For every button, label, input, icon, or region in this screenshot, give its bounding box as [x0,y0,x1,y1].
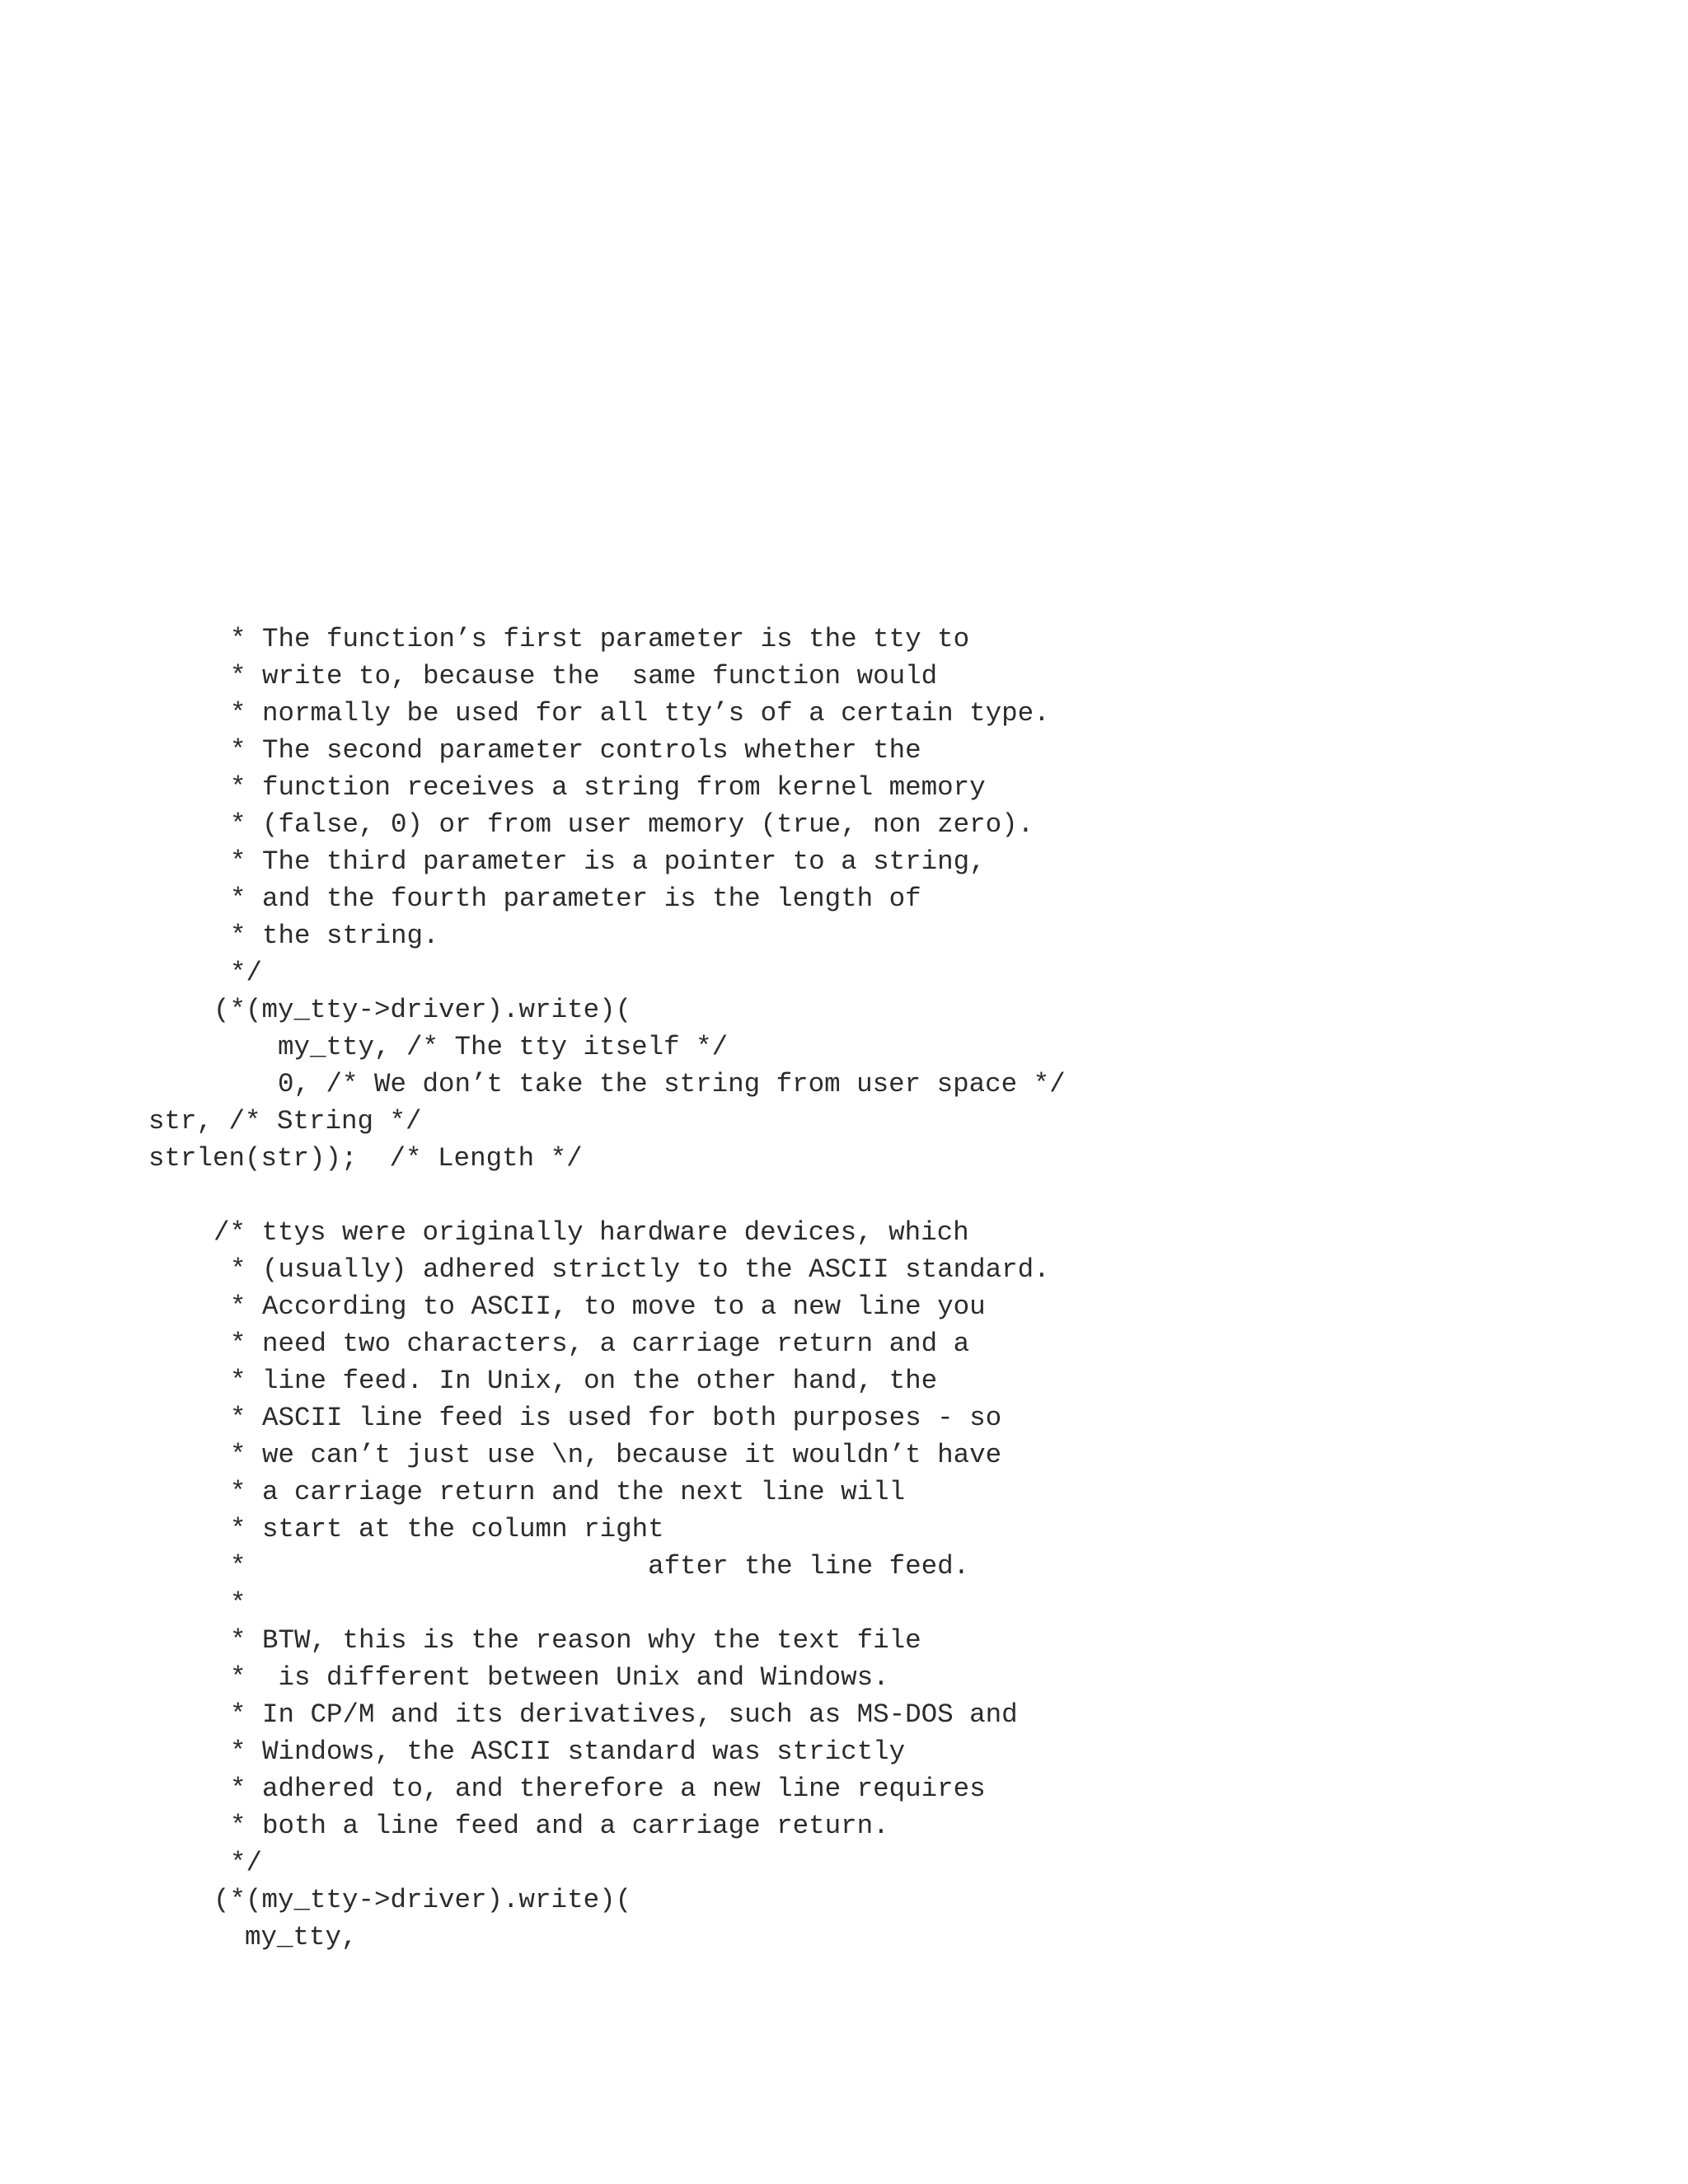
code-line: * we can’t just use \n, because it wouldn’t have [230,1440,1002,1470]
code-line: */ [230,1848,263,1878]
code-line: * In CP/M and its derivatives, such as MS-DOS and [230,1699,1018,1730]
code-line: * function receives a string from kernel memory [230,772,986,803]
code-line: str, /* String */ [148,1106,422,1137]
code-line: * BTW, this is the reason why the text file [230,1625,921,1656]
code-line: * and the fourth parameter is the length of [230,883,921,914]
code-line: * The third parameter is a pointer to a string, [230,846,986,877]
code-line: 0, /* We don’t take the string from user space */ [278,1069,1066,1099]
code-line: * a carriage return and the next line will [230,1477,906,1507]
code-line: * write to, because the same function would [230,661,938,691]
code-line: strlen(str)); /* Length */ [148,1143,583,1174]
code-line: * after the line feed. [230,1551,970,1582]
code-line: (*(my_tty->driver).write)( [213,995,632,1025]
code-line: my_tty, /* The tty itself */ [278,1032,729,1062]
code-line: * both a line feed and a carriage return. [230,1811,889,1841]
code-line: * According to ASCII, to move to a new line you [230,1291,986,1322]
code-line: * The function’s first parameter is the tty to [230,624,970,654]
code-line: * [230,1588,246,1619]
code-line: * (false, 0) or from user memory (true, non zero). [230,809,1034,840]
code-line: my_tty, [245,1922,358,1952]
code-line: * (usually) adhered strictly to the ASCII standard. [230,1254,1050,1285]
code-line: * is different between Unix and Windows. [230,1662,889,1693]
code-line: * line feed. In Unix, on the other hand, the [230,1366,938,1396]
code-line: (*(my_tty->driver).write)( [213,1885,632,1915]
code-line: * ASCII line feed is used for both purposes - so [230,1403,1002,1433]
code-line: * adhered to, and therefore a new line requires [230,1774,986,1804]
code-line: * The second parameter controls whether the [230,735,921,766]
code-line: * Windows, the ASCII standard was strictly [230,1736,906,1767]
code-line: * need two characters, a carriage return and a [230,1329,970,1359]
code-line: * normally be used for all tty’s of a certain type. [230,698,1050,729]
code-line: * start at the column right [230,1514,664,1544]
code-line: /* ttys were originally hardware devices, which [213,1217,969,1248]
code-line: */ [230,958,263,988]
code-line: * the string. [230,921,439,951]
